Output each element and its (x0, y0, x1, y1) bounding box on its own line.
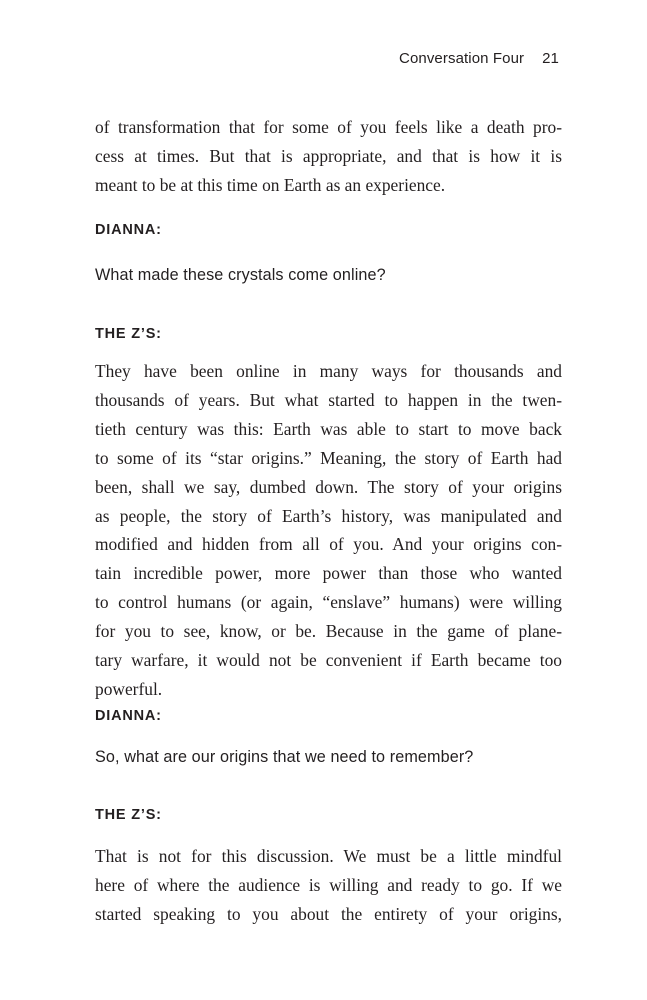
text-line: started speaking to you about the entirety of your origins, (95, 903, 562, 924)
question-text: So, what are our origins that we need to remember? (95, 748, 474, 766)
question-text: What made these crystals come online? (95, 266, 386, 284)
text-line: for you to see, know, or be. Because in the game of plane- (95, 621, 562, 642)
text-line: of transformation that for some of you feels like a death pro- (95, 117, 562, 137)
speaker-label: THE Z’S: (95, 326, 162, 342)
speaker-label: DIANNA: (95, 222, 162, 238)
speaker-label: THE Z’S: (95, 807, 162, 823)
answer-paragraph (95, 357, 562, 704)
chapter-title: Conversation Four (399, 50, 525, 67)
text-line: That is not for this discussion. We must be a little mindful (95, 846, 562, 866)
text-line: thousands of years. But what started to happen in the twen- (95, 389, 562, 410)
page-number: 21 (542, 50, 559, 67)
text-line: tieth century was this: Earth was able to start to move back (95, 418, 562, 439)
running-header (399, 50, 559, 67)
text-line: tary warfare, it would not be convenient if Earth became too (95, 650, 562, 671)
text-line: to control humans (or again, “enslave” humans) were willing (95, 592, 562, 613)
text-line: modified and hidden from all of you. And your origins con- (95, 534, 562, 555)
speaker-label: DIANNA: (95, 708, 162, 724)
text-line: powerful. (95, 678, 163, 699)
text-line: been, shall we say, dumbed down. The story of your origins (95, 476, 562, 497)
text-line: here of where the audience is willing and ready to go. If we (95, 874, 562, 895)
text-line: They have been online in many ways for thousands and (95, 361, 562, 381)
text-line: as people, the story of Earth’s history, was manipulated and (95, 505, 562, 526)
answer-paragraph (95, 842, 562, 929)
text-line: cess at times. But that is appropriate, and that is how it is (95, 145, 562, 166)
text-line: meant to be at this time on Earth as an experience. (95, 174, 446, 195)
paragraph-continuation (95, 113, 562, 200)
text-line: to some of its “star origins.” Meaning, the story of Earth had (95, 447, 562, 468)
text-line: tain incredible power, more power than those who wanted (95, 563, 562, 584)
